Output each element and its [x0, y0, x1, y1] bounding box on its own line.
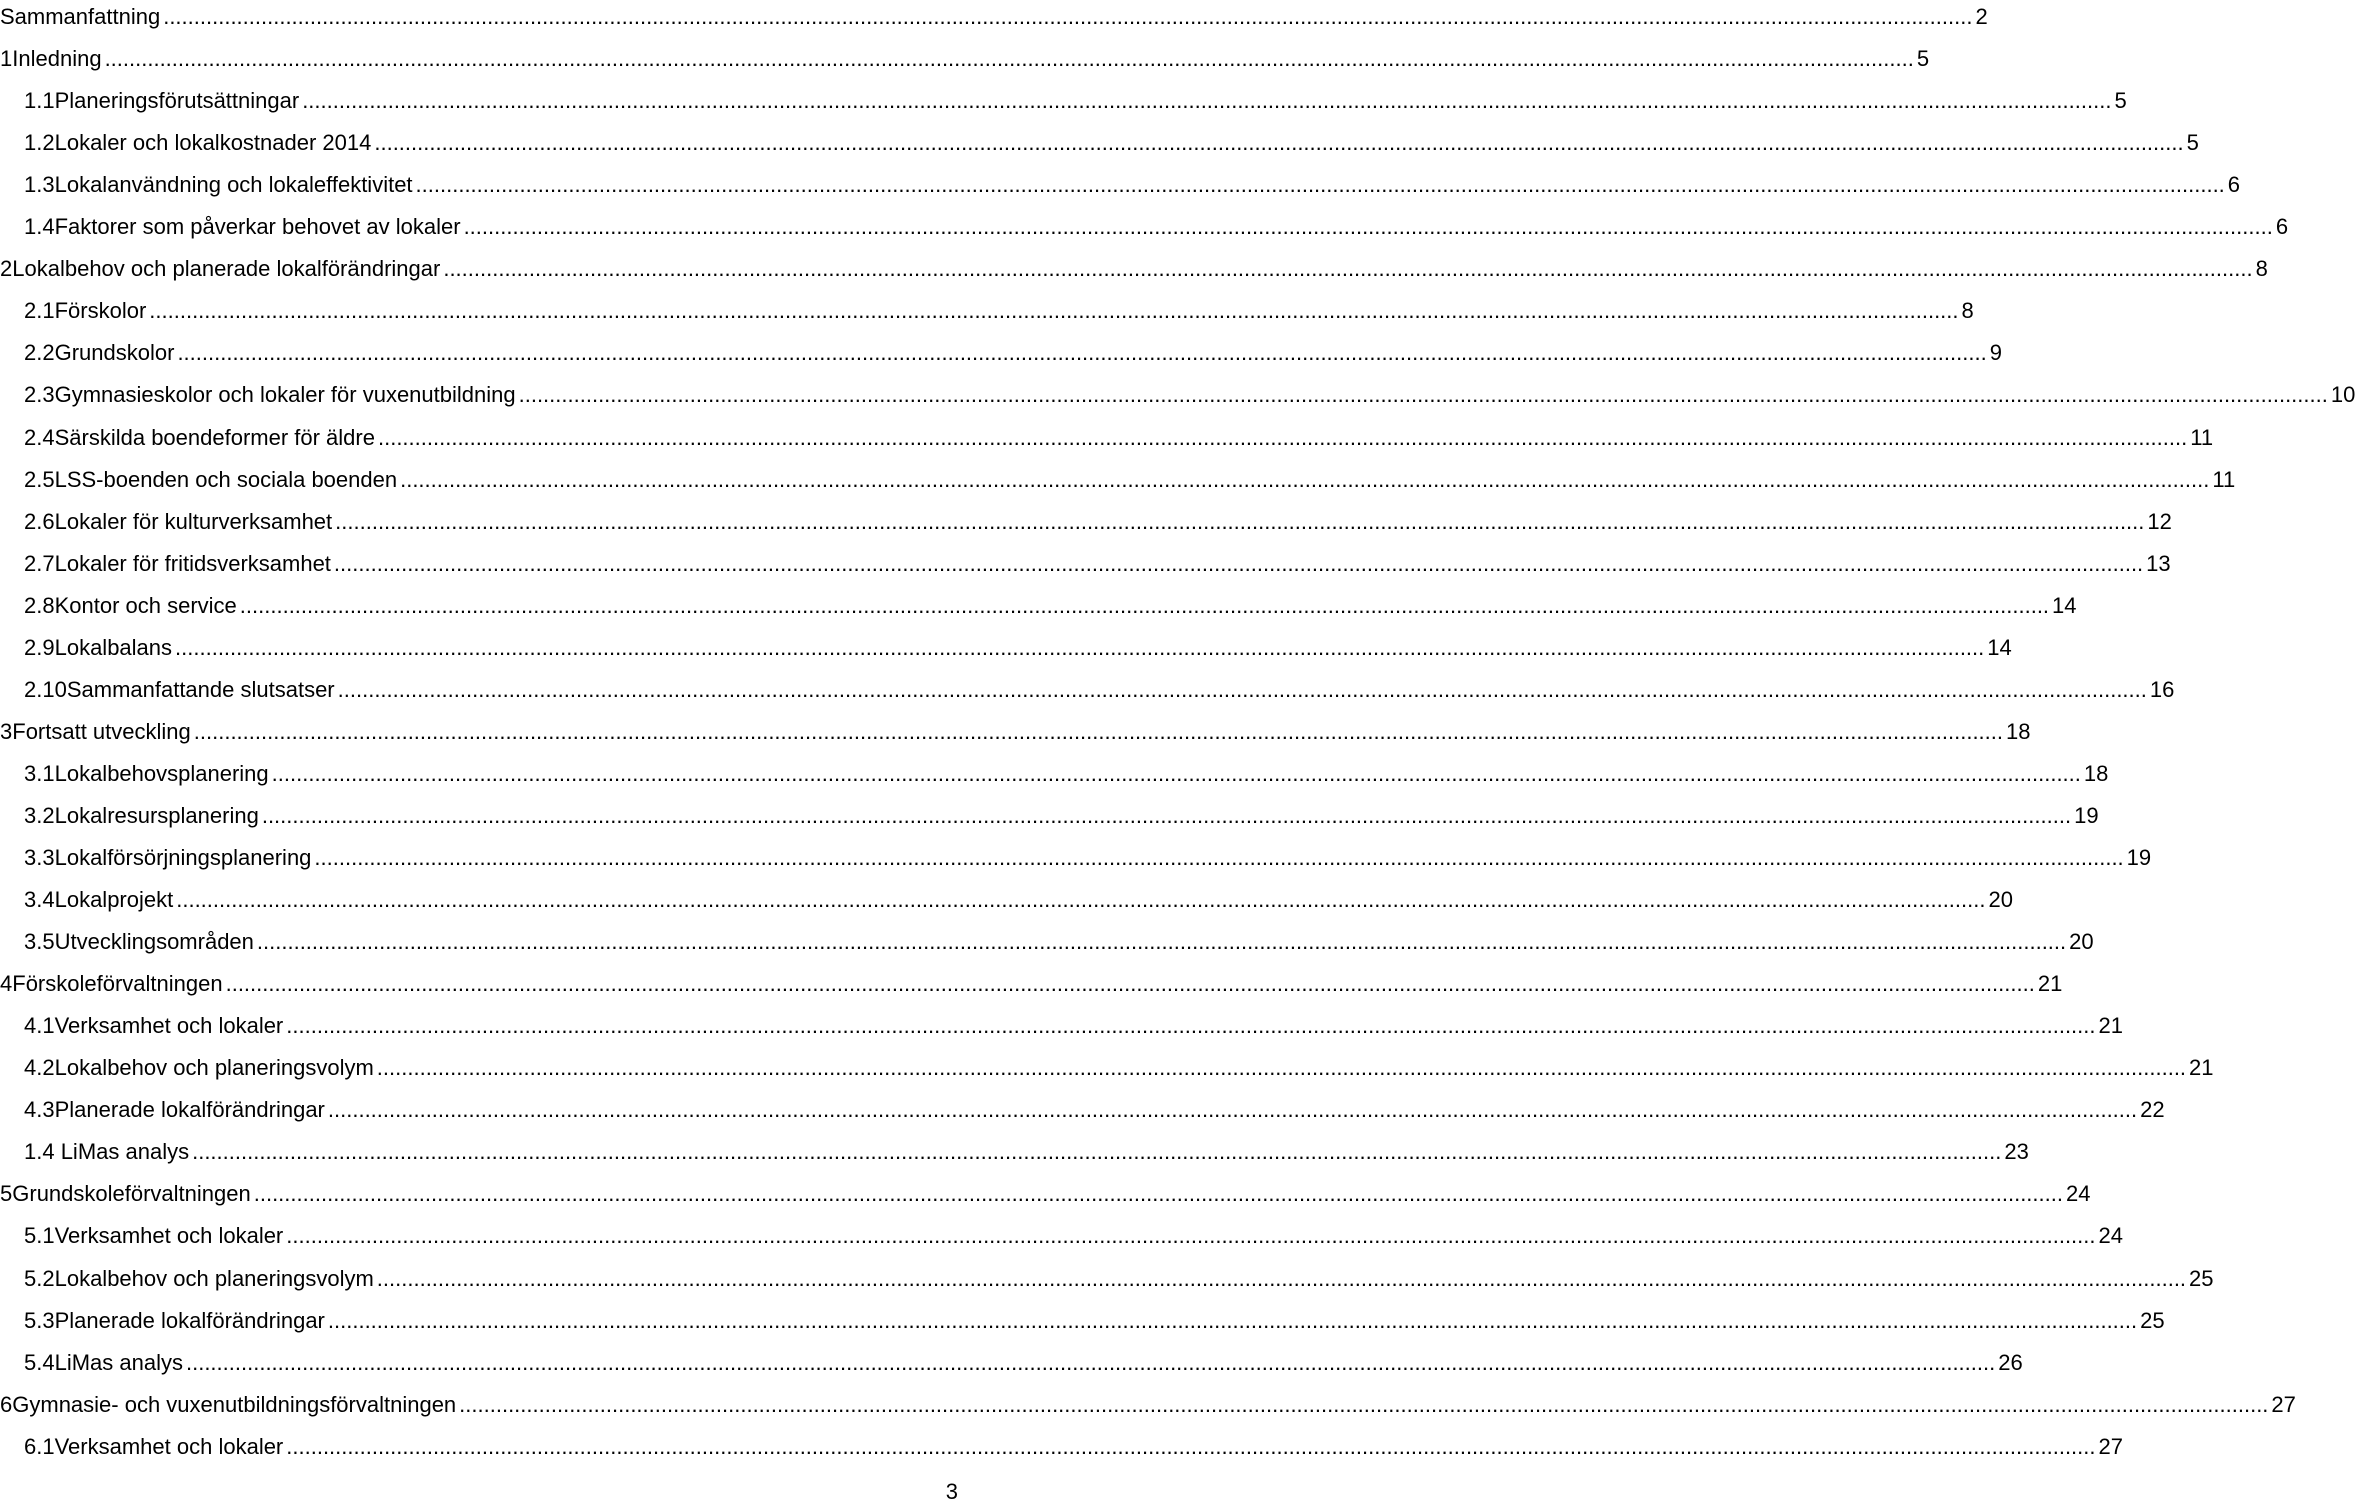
toc-entry-number: 3.2 — [24, 802, 55, 828]
toc-entry-title: Lokaler och lokalkostnader 2014 — [54, 130, 372, 156]
toc-entry-title: Planerade lokalförändringar — [54, 1307, 325, 1333]
toc-entry-title: Verksamhet och lokaler — [54, 1433, 284, 1459]
toc-entry[interactable] — [0, 1052, 2214, 1084]
toc-entry-number: 2 — [0, 256, 13, 282]
toc-entry[interactable] — [0, 253, 2268, 285]
toc-entry-dot-leader — [105, 43, 1914, 75]
toc-entry-number: 4 — [0, 971, 13, 997]
toc-entry-dot-leader — [519, 379, 2328, 411]
toc-entry[interactable] — [0, 127, 2199, 159]
toc-entry-number: 4.3 — [24, 1097, 55, 1123]
page-number: 3 — [945, 1479, 958, 1504]
toc-entry-number: 1 — [0, 46, 13, 72]
toc-entry-page: 10 — [2330, 382, 2355, 408]
toc-entry-dot-leader — [149, 295, 1958, 327]
toc-entry[interactable] — [0, 464, 2236, 496]
toc-entry-number: 2.6 — [24, 508, 55, 534]
toc-entry-title: Faktorer som påverkar behovet av lokaler — [54, 214, 461, 240]
toc-entry-page: 12 — [2147, 508, 2172, 534]
toc-entry-number: 5.4 — [24, 1349, 55, 1375]
toc-entry-dot-leader — [272, 758, 2081, 790]
toc-entry-dot-leader — [286, 1010, 2095, 1042]
toc-entry-number: 1.4 — [24, 214, 55, 240]
toc-entry-page: 11 — [2212, 466, 2236, 492]
toc-entry-dot-leader — [338, 674, 2147, 706]
toc-entry[interactable] — [0, 968, 2063, 1000]
toc-entry-title: Planerade lokalförändringar — [54, 1097, 325, 1123]
toc-entry[interactable] — [0, 422, 2214, 454]
toc-entry-number: 4.1 — [24, 1013, 55, 1039]
toc-entry-title: Lokalbehov och planerade lokalförändringar — [12, 256, 441, 282]
toc-entry-page: 16 — [2149, 676, 2175, 702]
toc-entry-dot-leader — [240, 590, 2049, 622]
toc-entry-title: Inledning — [12, 46, 102, 72]
toc-entry[interactable] — [0, 716, 2031, 748]
toc-entry-page: 20 — [1988, 887, 2013, 913]
toc-entry-page: 18 — [2006, 718, 2031, 744]
toc-entry-page: 19 — [2126, 845, 2152, 870]
toc-entry-number: 5.2 — [24, 1265, 55, 1291]
toc-entry[interactable] — [0, 674, 2175, 706]
toc-entry-title: Förskolor — [54, 298, 147, 324]
toc-entry[interactable] — [0, 506, 2172, 538]
toc-entry-page: 14 — [1987, 634, 2012, 660]
toc-entry-dot-leader — [314, 842, 2123, 874]
toc-entry-number: 3.1 — [24, 760, 55, 786]
toc-entry-dot-leader — [177, 337, 1986, 369]
toc-entry-title: Kontor och service — [54, 592, 237, 618]
toc-entry[interactable] — [0, 1347, 2023, 1379]
toc-entry-title: 1.4 LiMas analys — [24, 1139, 190, 1165]
toc-entry-title: Sammanfattande slutsatser — [66, 676, 335, 702]
toc-entry-number: 2.8 — [24, 592, 55, 618]
toc-entry-dot-leader — [459, 1389, 2268, 1421]
toc-entry-page: 26 — [1998, 1349, 2023, 1375]
toc-entry-dot-leader — [400, 464, 2209, 496]
toc-entry-dot-leader — [302, 85, 2111, 117]
toc-entry-page: 20 — [2069, 929, 2094, 955]
toc-entry-number: 2.7 — [24, 550, 55, 576]
toc-entry-title: Fortsatt utveckling — [12, 718, 191, 744]
toc-entry-title: Grundskoleförvaltningen — [12, 1181, 251, 1207]
toc-entry-page: 2 — [1975, 4, 1988, 29]
toc-entry-dot-leader — [262, 800, 2071, 832]
toc-entry-page: 14 — [2052, 592, 2077, 618]
toc-entry[interactable] — [0, 590, 2077, 622]
toc-entry-page: 21 — [2098, 1013, 2123, 1039]
toc-entry[interactable] — [0, 43, 1930, 75]
toc-entry-title: Sammanfattning — [0, 4, 161, 29]
toc-entry-title: Lokalresursplanering — [54, 802, 259, 828]
toc-entry-page: 11 — [2190, 424, 2214, 450]
toc-entry-dot-leader — [328, 1305, 2137, 1337]
toc-entry-page: 22 — [2140, 1097, 2165, 1123]
toc-entry-title: Lokalanvändning och lokaleffektivitet — [54, 172, 413, 198]
toc-entry-number: 6.1 — [24, 1433, 55, 1459]
toc-entry-title: Utvecklingsområden — [54, 929, 254, 955]
toc-entry-page: 23 — [2004, 1139, 2029, 1165]
toc-entry-title: Lokalprojekt — [54, 887, 174, 913]
toc-entry-number: 2.4 — [24, 424, 55, 450]
toc-entry[interactable] — [0, 548, 2171, 580]
toc-entry-dot-leader — [334, 548, 2143, 580]
toc-entry-number: 4.2 — [24, 1055, 55, 1081]
toc-entry-title: Planeringsförutsättningar — [54, 88, 300, 114]
toc-entry-title: Gymnasie- och vuxenutbildningsförvaltningen — [12, 1391, 457, 1417]
toc-entry-page: 19 — [2074, 802, 2099, 828]
toc-entry[interactable] — [0, 758, 2109, 790]
toc-entry[interactable] — [0, 842, 2152, 874]
toc-entry[interactable] — [0, 1431, 2123, 1463]
toc-entry-title: LSS-boenden och sociala boenden — [54, 466, 398, 492]
toc-entry-number: 3.4 — [24, 887, 55, 913]
toc-entry-dot-leader — [378, 422, 2187, 454]
toc-entry-number: 3.5 — [24, 929, 55, 955]
toc-entry-title: Lokalbehovsplanering — [54, 760, 269, 786]
toc-entry-dot-leader — [194, 716, 2003, 748]
toc-entry[interactable] — [0, 337, 2002, 369]
toc-entry-page: 21 — [2189, 1055, 2214, 1081]
toc-entry-dot-leader — [377, 1263, 2186, 1295]
toc-entry[interactable] — [0, 1178, 2091, 1210]
toc-entry-dot-leader — [464, 211, 2273, 243]
toc-entry-title: LiMas analys — [54, 1349, 183, 1375]
toc-entry-dot-leader — [176, 884, 1985, 916]
toc-entry-dot-leader — [286, 1220, 2095, 1252]
toc-entry-page: 9 — [1989, 340, 2002, 366]
toc-entry-number: 6 — [0, 1391, 13, 1417]
toc-entry-page: 5 — [2114, 88, 2127, 114]
toc-entry-dot-leader — [254, 1178, 2063, 1210]
toc-entry[interactable] — [0, 632, 2012, 664]
toc-entry-page: 24 — [2065, 1181, 2091, 1207]
toc-entry-number: 2.2 — [24, 340, 55, 366]
toc-entry-dot-leader — [335, 506, 2144, 538]
toc-entry[interactable] — [0, 1010, 2123, 1042]
toc-entry-page: 25 — [2189, 1265, 2214, 1291]
toc-entry[interactable] — [0, 379, 2355, 411]
toc-entry-dot-leader — [226, 968, 2035, 1000]
toc-entry-dot-leader — [416, 169, 2225, 201]
toc-entry[interactable] — [0, 926, 2094, 958]
toc-entry-page: 8 — [1961, 298, 1974, 324]
toc-entry-number: 2.5 — [24, 466, 55, 492]
toc-entry-number: 1.3 — [24, 172, 55, 198]
toc-entry-dot-leader — [286, 1431, 2095, 1463]
toc-entry[interactable] — [0, 800, 2099, 832]
toc-entry-title: Lokalbalans — [54, 634, 173, 660]
toc-entry-dot-leader — [443, 253, 2252, 285]
toc-entry-page: 5 — [2186, 130, 2199, 156]
toc-entry-dot-leader — [377, 1052, 2186, 1084]
toc-entry-dot-leader — [186, 1347, 1995, 1379]
toc-entry-title: Lokaler för fritidsverksamhet — [54, 550, 331, 576]
toc-entry-number: 3.3 — [24, 845, 55, 870]
toc-entry-number: 1.2 — [24, 130, 55, 156]
toc-entry-title: Särskilda boendeformer för äldre — [54, 424, 375, 450]
toc-entry-number: 1.1 — [24, 88, 55, 114]
toc-entry[interactable] — [0, 1389, 2296, 1421]
toc-entry-title: Lokalförsörjningsplanering — [54, 845, 312, 870]
toc-entry[interactable] — [0, 1220, 2123, 1252]
toc-entry-title: Förskoleförvaltningen — [12, 971, 223, 997]
toc-entry-dot-leader — [175, 632, 1984, 664]
toc-entry[interactable] — [0, 85, 2127, 117]
toc-entry[interactable] — [0, 1305, 2165, 1337]
toc-entry-number: 2.3 — [24, 382, 55, 408]
toc-entry-dot-leader — [374, 127, 2183, 159]
toc-entry-page: 25 — [2140, 1307, 2165, 1333]
toc-entry-dot-leader — [328, 1094, 2137, 1126]
toc-entry-title: Lokalbehov och planeringsvolym — [54, 1055, 374, 1081]
toc-entry-number: 2.1 — [24, 298, 55, 324]
toc-entry-page: 8 — [2255, 256, 2268, 282]
toc-entry-page: 24 — [2098, 1223, 2123, 1249]
toc-entry-title: Verksamhet och lokaler — [54, 1013, 284, 1039]
toc-entry-number: 2.10 — [24, 676, 67, 702]
toc-entry-title: Grundskolor — [54, 340, 175, 366]
toc-entry[interactable] — [0, 1136, 2029, 1168]
toc-entry-title: Gymnasieskolor och lokaler för vuxenutbildning — [54, 382, 516, 408]
toc-entry-number: 3 — [0, 718, 13, 744]
toc-entry[interactable] — [0, 884, 2013, 916]
toc-entry-dot-leader — [163, 1, 1972, 33]
toc-entry-dot-leader — [192, 1136, 2001, 1168]
toc-entry[interactable] — [0, 1094, 2165, 1126]
toc-entry[interactable] — [0, 211, 2289, 243]
toc-entry-dot-leader — [257, 926, 2066, 958]
toc-entry-number: 5 — [0, 1181, 13, 1207]
toc-entry-page: 6 — [2275, 214, 2289, 240]
toc-entry[interactable] — [0, 169, 2241, 201]
toc-entry-title: Lokaler för kulturverksamhet — [54, 508, 333, 534]
toc-entry-number: 2.9 — [24, 634, 55, 660]
toc-entry-page: 27 — [2098, 1433, 2123, 1459]
toc-entry[interactable] — [0, 1, 1988, 33]
toc-entry-number: 5.3 — [24, 1307, 55, 1333]
toc-entry-title: Verksamhet och lokaler — [54, 1223, 284, 1249]
toc-entry-page: 5 — [1916, 46, 1930, 72]
toc-entry[interactable] — [0, 295, 1974, 327]
toc-entry-title: Lokalbehov och planeringsvolym — [54, 1265, 374, 1291]
toc-entry-number: 5.1 — [24, 1223, 55, 1249]
toc-entry-page: 27 — [2271, 1391, 2296, 1417]
toc-entry[interactable] — [0, 1263, 2214, 1295]
toc-entry-page: 13 — [2146, 550, 2171, 576]
toc-entry-page: 18 — [2083, 760, 2109, 786]
toc-entry-page: 21 — [2037, 971, 2063, 997]
toc-entry-page: 6 — [2227, 172, 2241, 198]
